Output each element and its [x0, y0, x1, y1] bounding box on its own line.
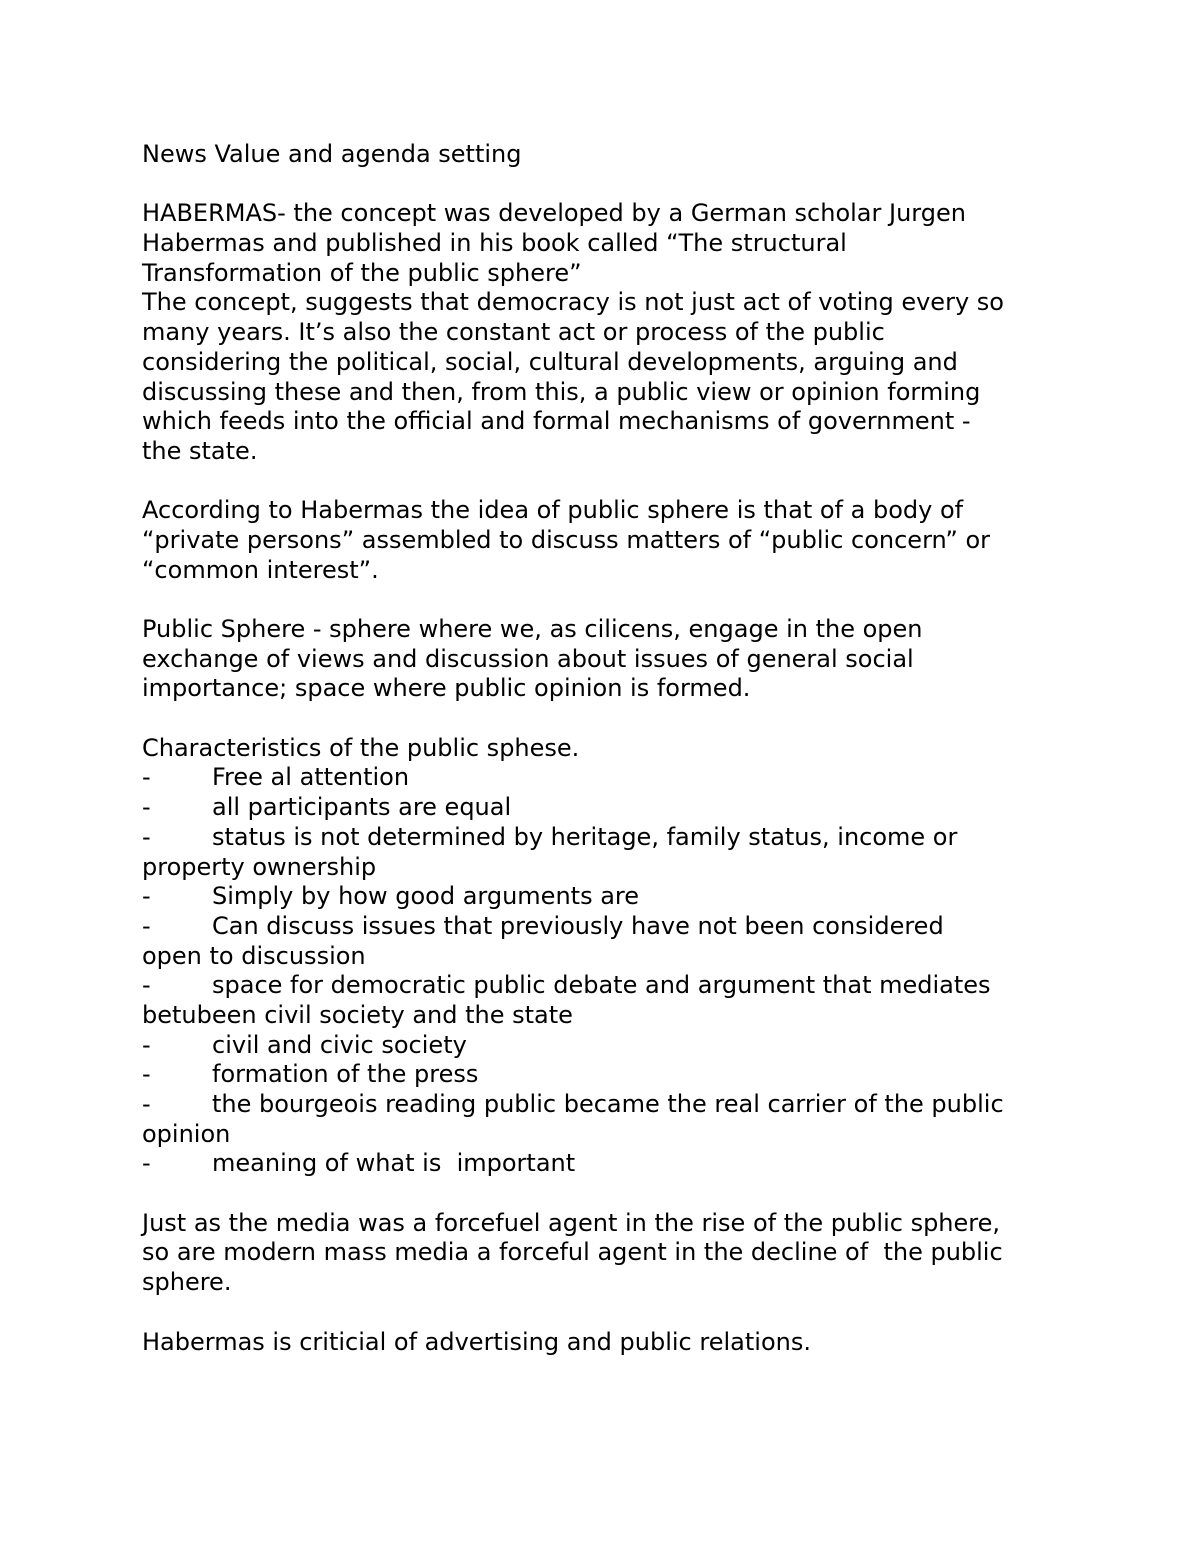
document-page [142, 140, 1082, 1357]
blank-line [142, 1298, 1082, 1328]
document-title: News Value and agenda setting [142, 140, 522, 168]
paragraph-line: discussing these and then, from this, a public view or opinion forming [142, 377, 981, 406]
list-item-text: the bourgeois reading public became the real carrier of the public [212, 1090, 1004, 1118]
list-item-text: all participants are equal [212, 793, 512, 822]
list-item [142, 882, 1082, 912]
list-item [142, 1031, 1082, 1061]
media-paragraph [142, 1209, 1082, 1298]
bullet-marker: - [142, 1030, 151, 1059]
bullet-marker: - [142, 763, 151, 792]
blank-line [142, 467, 1082, 497]
list-item [142, 763, 1082, 793]
paragraph-line: HABERMAS- the concept was developed by a German scholar Jurgen [142, 199, 966, 228]
list-item [142, 1149, 1082, 1179]
list-item [142, 793, 1082, 823]
blank-line [142, 1179, 1082, 1209]
paragraph-line: Habermas and published in his book called “The structural [142, 229, 847, 258]
characteristics-heading: Characteristics of the public sphese. [142, 733, 580, 762]
list-item-continuation: open to discussion [142, 941, 366, 970]
paragraph-line: Transformation of the public sphere” [142, 258, 582, 287]
paragraph-line: which feeds into the official and formal mechanisms of government - [142, 407, 971, 436]
list-item [142, 823, 1082, 882]
bullet-marker: - [142, 971, 151, 1000]
list-item [142, 912, 1082, 971]
closing-line: Habermas is criticial of advertising and public relations. [142, 1327, 811, 1356]
paragraph-line: the state. [142, 436, 258, 465]
paragraph-line: “private persons” assembled to discuss matters of “public concern” or [142, 525, 991, 554]
paragraph-line: considering the political, social, cultural developments, arguing and [142, 347, 958, 376]
blank-line [142, 585, 1082, 615]
paragraph-line: According to Habermas the idea of public sphere is that of a body of [142, 496, 964, 525]
list-item-text: formation of the press [212, 1060, 479, 1089]
bullet-marker: - [142, 1090, 151, 1118]
blank-line [142, 170, 1082, 200]
list-item [142, 971, 1082, 1030]
list-item-text: Can discuss issues that previously have not been considered [212, 911, 944, 940]
paragraph-line: “common interest”. [142, 555, 379, 584]
according-paragraph [142, 496, 1082, 585]
blank-line [142, 704, 1082, 734]
bullet-marker: - [142, 882, 151, 911]
list-item-continuation: opinion [142, 1119, 231, 1148]
paragraph-line: Just as the media was a forcefuel agent in the rise of the public sphere, [142, 1208, 1001, 1237]
list-item-text: Free al attention [212, 763, 410, 792]
bullet-marker: - [142, 1149, 151, 1178]
public-sphere-paragraph [142, 615, 1082, 704]
paragraph-line: exchange of views and discussion about issues of general social [142, 644, 914, 673]
list-item-text: civil and civic society [212, 1030, 467, 1059]
list-item-continuation: property ownership [142, 852, 377, 881]
paragraph-line: importance; space where public opinion is formed. [142, 674, 751, 703]
characteristics-list [142, 763, 1082, 1179]
paragraph-line: Public Sphere - sphere where we, as cilicens, engage in the open [142, 615, 923, 643]
list-item [142, 1090, 1082, 1149]
list-item [142, 1060, 1082, 1090]
list-item-text: space for democratic public debate and argument that mediates [212, 971, 991, 1000]
habermas-paragraph [142, 199, 1082, 466]
list-item-text: status is not determined by heritage, family status, income or [212, 822, 958, 851]
bullet-marker: - [142, 911, 151, 940]
list-item-text: meaning of what is important [212, 1149, 576, 1178]
paragraph-line: many years. It’s also the constant act or process of the public [142, 318, 885, 347]
bullet-marker: - [142, 1060, 151, 1089]
list-item-text: Simply by how good arguments are [212, 882, 640, 911]
bullet-marker: - [142, 822, 151, 851]
paragraph-line: The concept, suggests that democracy is not just act of voting every so [142, 288, 1004, 317]
paragraph-line: so are modern mass media a forceful agent in the decline of the public [142, 1238, 1003, 1267]
list-item-continuation: betubeen civil society and the state [142, 1000, 573, 1029]
bullet-marker: - [142, 793, 151, 822]
paragraph-line: sphere. [142, 1268, 232, 1297]
